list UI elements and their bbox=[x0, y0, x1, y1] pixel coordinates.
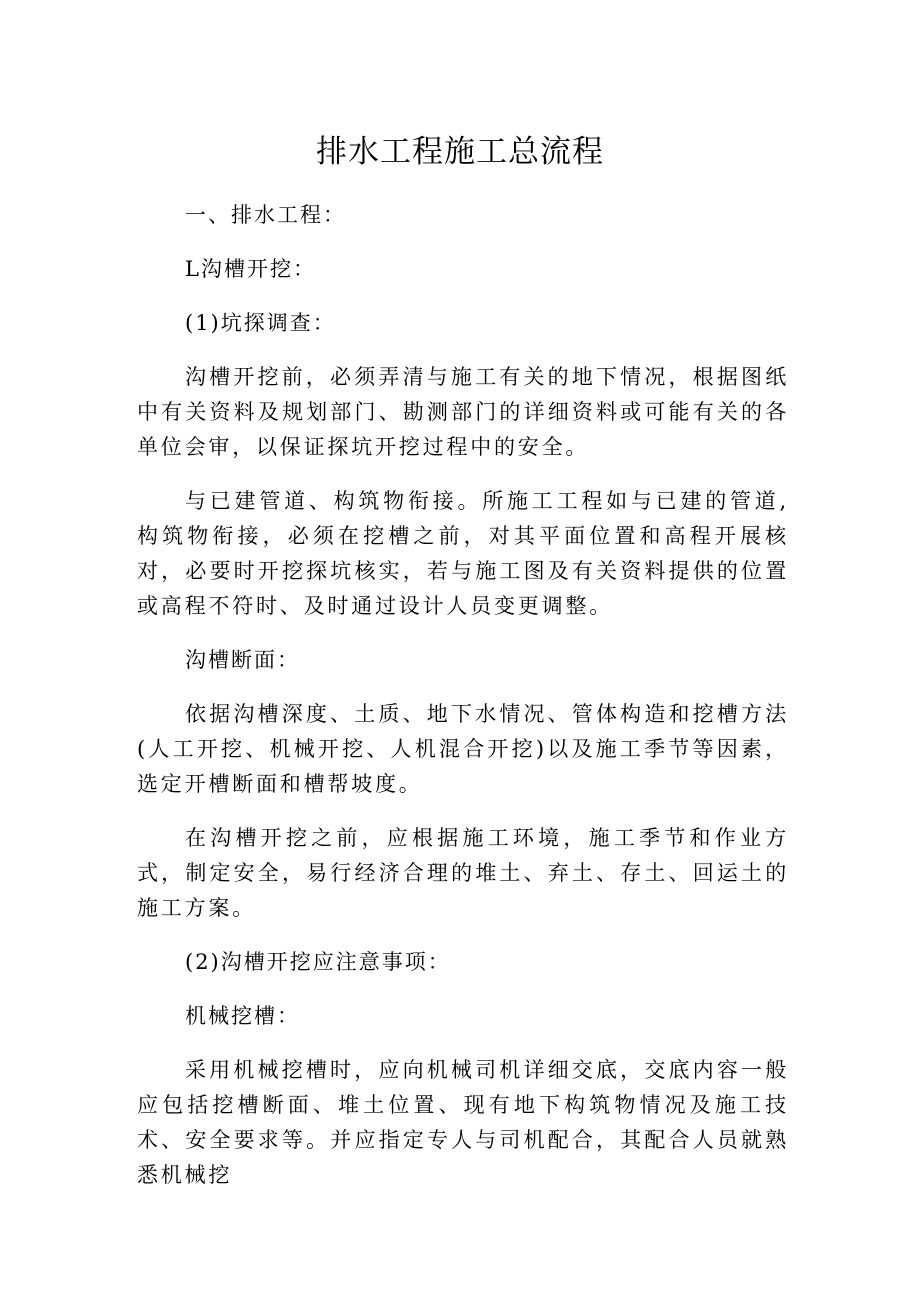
heading-trench-section: 沟槽断面： bbox=[185, 648, 300, 672]
paragraph-section-selection: 依据沟槽深度、土质、地下水情况、管体构造和挖槽方法(人工开挖、机械开挖、人机混合开挖)以及施工季节等因素，选定开槽断面和槽帮坡度。 bbox=[137, 702, 789, 796]
item-heading-excavation-notes: (2)沟槽开挖应注意事项： bbox=[185, 950, 451, 974]
paragraph-soil-plan: 在沟槽开挖之前，应根据施工环境，施工季节和作业方式，制定安全，易行经济合理的堆土、弃土、存土、回运土的施工方案。 bbox=[137, 826, 789, 920]
item-heading-pit-survey: (1)坑探调查： bbox=[185, 311, 336, 335]
heading-mechanical-excavation: 机械挖槽： bbox=[185, 1004, 300, 1028]
subsection-heading-trench-excavation: L沟槽开挖： bbox=[185, 257, 316, 281]
paragraph-mechanical-excavation: 采用机械挖槽时，应向机械司机详细交底，交底内容一般应包括挖槽断面、堆土位置、现有地下构筑物情况及施工技术、安全要求等。并应指定专人与司机配合，其配合人员就熟悉机械挖 bbox=[137, 1058, 789, 1187]
paragraph-pre-excavation: 沟槽开挖前，必须弄清与施工有关的地下情况，根据图纸中有关资料及规划部门、勘测部门的详细资料或可能有关的各单位会审，以保证探坑开挖过程中的安全。 bbox=[137, 365, 789, 459]
section-heading-drainage: 一、排水工程： bbox=[185, 203, 346, 227]
document-body bbox=[137, 198, 789, 1212]
paragraph-existing-connection: 与已建管道、构筑物衔接。所施工工程如与已建的管道,构筑物衔接，必须在挖槽之前，对其平面位置和高程开展核对，必要时开挖探坑核实，若与施工图及有关资料提供的位置或高程不符时、及时通过设计人员变更调整。 bbox=[137, 489, 789, 618]
document-title: 排水工程施工总流程 bbox=[316, 134, 604, 170]
